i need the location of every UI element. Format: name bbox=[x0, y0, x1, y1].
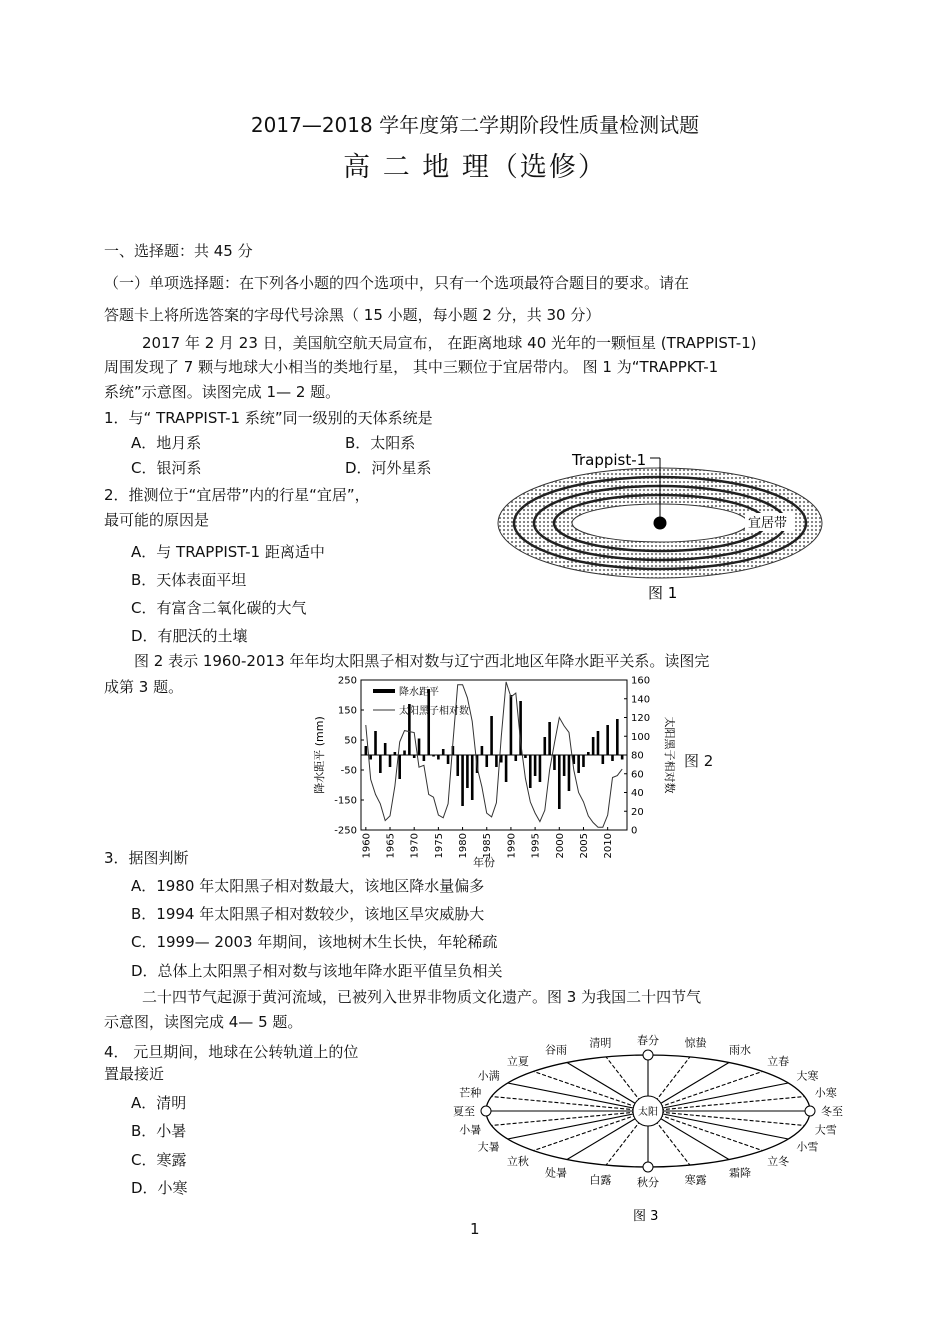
y2-tick-label: 140 bbox=[631, 694, 651, 706]
q3-option-c[interactable]: C．1999— 2003 年期间，该地树木生长快，年轮稀疏 bbox=[131, 933, 498, 951]
precip-bar bbox=[432, 755, 435, 757]
y2-tick-label: 100 bbox=[631, 731, 651, 743]
precip-bar bbox=[369, 755, 372, 760]
intro1-line-3: 系统”示意图。读图完成 1— 2 题。 bbox=[104, 383, 341, 401]
solar-term-label: 小雪 bbox=[796, 1140, 819, 1154]
precip-bar bbox=[394, 752, 397, 755]
solar-term-label: 芒种 bbox=[459, 1086, 482, 1100]
intro1-line-2: 周围发现了 7 颗与地球大小相当的类地行星， 其中三颗位于宜居带内。 图 1 为“TRAPPKT-1 bbox=[104, 358, 719, 376]
legend-line-label: 太阳黑子相对数 bbox=[399, 706, 469, 717]
x-tick-label: 1980 bbox=[458, 833, 470, 859]
precip-bar bbox=[606, 725, 609, 755]
q4-option-b[interactable]: B．小暑 bbox=[131, 1122, 187, 1140]
y2-tick-label: 20 bbox=[631, 806, 644, 818]
habitable-zone-label: 宜居带 bbox=[748, 516, 788, 531]
solar-term-label: 立秋 bbox=[506, 1155, 529, 1169]
y-tick-label: -150 bbox=[334, 795, 357, 807]
figure-3-solar-terms bbox=[440, 1020, 850, 1230]
precip-bar bbox=[490, 716, 493, 755]
precip-bar bbox=[495, 755, 498, 767]
q3-stem: 3．据图判断 bbox=[104, 849, 189, 867]
trappist-label: Trappist-1 bbox=[572, 451, 647, 469]
y-tick-label: 150 bbox=[337, 705, 357, 717]
x-tick-label: 2005 bbox=[578, 833, 590, 859]
solar-term-label: 惊蛰 bbox=[684, 1036, 707, 1050]
x-tick-label: 2010 bbox=[603, 833, 615, 859]
instruction-line-2: 答题卡上将所选答案的字母代号涂黑（ 15 小题，每小题 2 分，共 30 分） bbox=[104, 306, 601, 324]
intro3-line-2: 示意图，读图完成 4— 5 题。 bbox=[104, 1013, 303, 1031]
y2-axis-title: 太阳黑子相对数 bbox=[663, 716, 676, 794]
precip-bar bbox=[384, 743, 387, 755]
q2-option-a[interactable]: A．与 TRAPPIST-1 距离适中 bbox=[131, 543, 325, 561]
precip-bar bbox=[611, 755, 614, 761]
precip-bar bbox=[481, 746, 484, 755]
solar-term-label: 小寒 bbox=[814, 1086, 837, 1100]
solar-term-label: 立春 bbox=[767, 1054, 790, 1068]
precip-bar bbox=[485, 755, 488, 767]
trappist-star bbox=[654, 517, 667, 530]
precip-bar bbox=[582, 755, 585, 767]
precip-bar bbox=[568, 755, 571, 791]
x-tick-label: 1960 bbox=[361, 833, 373, 859]
earth-position-marker bbox=[643, 1162, 653, 1172]
intro2-line-1: 图 2 表示 1960-2013 年年均太阳黑子相对数与辽宁西北地区年降水距平关系。读图完 bbox=[134, 652, 710, 670]
precip-bar bbox=[510, 695, 513, 755]
q3-option-a[interactable]: A．1980 年太阳黑子相对数最大，该地区降水量偏多 bbox=[131, 877, 485, 895]
y-tick-label: 250 bbox=[337, 675, 357, 687]
q1-option-b[interactable]: B．太阳系 bbox=[345, 434, 416, 452]
solar-term-label: 秋分 bbox=[637, 1176, 659, 1189]
q4-stem-line-1: 4． 元旦期间，地球在公转轨道上的位 bbox=[104, 1043, 359, 1061]
precip-bar bbox=[524, 755, 527, 758]
solar-term-label: 白露 bbox=[589, 1173, 612, 1187]
precip-bar bbox=[461, 755, 464, 806]
precip-bar bbox=[602, 755, 605, 764]
x-tick-label: 2000 bbox=[554, 833, 566, 859]
q1-option-d[interactable]: D．河外星系 bbox=[345, 459, 432, 477]
precip-bar bbox=[403, 751, 406, 756]
y2-tick-label: 60 bbox=[631, 769, 644, 781]
q4-option-a[interactable]: A．清明 bbox=[131, 1094, 187, 1112]
precip-bar bbox=[539, 755, 542, 782]
precip-bar bbox=[413, 755, 416, 758]
precip-bar bbox=[447, 755, 450, 764]
precip-bar bbox=[553, 755, 556, 770]
solar-term-label: 小暑 bbox=[459, 1123, 482, 1137]
solar-term-label: 大寒 bbox=[796, 1069, 819, 1083]
y-tick-label: 50 bbox=[344, 735, 357, 747]
precip-bar bbox=[534, 755, 537, 776]
figure-3-caption: 图 3 bbox=[633, 1209, 659, 1224]
solar-term-label: 立冬 bbox=[767, 1155, 790, 1169]
page-number: 1 bbox=[470, 1220, 480, 1238]
section-heading: 一、选择题：共 45 分 bbox=[104, 242, 253, 260]
x-tick-label: 1990 bbox=[506, 833, 518, 859]
intro2-line-2: 成第 3 题。 bbox=[104, 678, 184, 696]
solar-term-label: 寒露 bbox=[684, 1173, 707, 1187]
solar-term-label: 立夏 bbox=[506, 1054, 529, 1068]
precip-bar bbox=[466, 755, 469, 788]
precip-bar bbox=[500, 755, 503, 763]
precip-bar bbox=[548, 722, 551, 755]
precip-bar bbox=[563, 755, 566, 776]
y-tick-label: -250 bbox=[334, 825, 357, 837]
q3-option-d[interactable]: D．总体上太阳黑子相对数与该地年降水距平值呈负相关 bbox=[131, 962, 503, 980]
solar-term-label: 清明 bbox=[589, 1036, 612, 1050]
x-axis-title: 年份 bbox=[473, 856, 495, 869]
solar-term-label: 霜降 bbox=[729, 1166, 751, 1180]
precip-bar bbox=[587, 752, 590, 755]
y2-tick-label: 80 bbox=[631, 750, 644, 762]
precip-bar bbox=[577, 755, 580, 773]
q2-option-b[interactable]: B．天体表面平坦 bbox=[131, 571, 247, 589]
q4-stem-line-2: 置最接近 bbox=[104, 1065, 165, 1083]
solar-term-label: 雨水 bbox=[729, 1043, 751, 1057]
precip-bar bbox=[398, 755, 401, 779]
figure-1-trappist-diagram bbox=[490, 440, 830, 610]
intro3-line-1: 二十四节气起源于黄河流域，已被列入世界非物质文化遗产。图 3 为我国二十四节气 bbox=[142, 988, 702, 1006]
solar-term-label: 春分 bbox=[637, 1034, 659, 1047]
q3-option-b[interactable]: B．1994 年太阳黑子相对数较少，该地区旱灾威胁大 bbox=[131, 905, 485, 923]
x-tick-label: 1995 bbox=[530, 833, 542, 859]
solar-term-label: 谷雨 bbox=[545, 1043, 567, 1057]
precip-bar bbox=[616, 719, 619, 755]
sun-label: 太阳 bbox=[638, 1107, 658, 1118]
q2-option-d[interactable]: D．有肥沃的土壤 bbox=[131, 627, 248, 645]
solar-term-label: 大雪 bbox=[814, 1123, 837, 1137]
x-tick-label: 1970 bbox=[409, 833, 421, 859]
precip-bar bbox=[529, 755, 532, 788]
x-tick-label: 1985 bbox=[482, 833, 494, 859]
precip-bar bbox=[423, 755, 426, 761]
q2-stem-line-2: 最可能的原因是 bbox=[104, 511, 210, 529]
precip-bar bbox=[456, 755, 459, 776]
precip-bar bbox=[592, 737, 595, 755]
figure-2-caption: 图 2 bbox=[684, 752, 714, 770]
precip-bar bbox=[365, 746, 368, 755]
term-spoke bbox=[648, 1111, 804, 1125]
precip-bar bbox=[597, 731, 600, 755]
solar-term-label: 冬至 bbox=[821, 1105, 843, 1118]
figure-1-caption: 图 1 bbox=[648, 584, 678, 602]
precip-bar bbox=[543, 737, 546, 755]
q1-option-a[interactable]: A．地月系 bbox=[131, 434, 202, 452]
term-spoke bbox=[492, 1097, 648, 1111]
precip-bar bbox=[374, 731, 377, 755]
solar-term-label: 夏至 bbox=[453, 1105, 475, 1118]
precip-bar bbox=[437, 755, 440, 760]
x-tick-label: 1965 bbox=[385, 833, 397, 859]
precip-bar bbox=[505, 755, 508, 782]
q2-option-c[interactable]: C．有富含二氧化碳的大气 bbox=[131, 599, 307, 617]
earth-position-marker bbox=[643, 1050, 653, 1060]
term-spoke bbox=[492, 1111, 648, 1125]
solar-term-label: 处暑 bbox=[545, 1166, 567, 1180]
solar-term-label: 大暑 bbox=[477, 1140, 500, 1154]
precip-bar bbox=[558, 755, 561, 809]
earth-position-marker bbox=[805, 1106, 815, 1116]
legend-bar-label: 降水距平 bbox=[399, 687, 439, 698]
instruction-line-1: （一）单项选择题：在下列各小题的四个选项中，只有一个选项最符合题目的要求。请在 bbox=[104, 274, 690, 292]
y2-tick-label: 160 bbox=[631, 675, 651, 687]
legend-bar-swatch bbox=[373, 689, 395, 693]
precip-bar bbox=[621, 755, 624, 760]
precip-bar bbox=[418, 739, 421, 756]
precip-bar bbox=[379, 755, 382, 773]
precip-bar bbox=[442, 749, 445, 755]
q4-option-d[interactable]: D．小寒 bbox=[131, 1179, 188, 1197]
y-tick-label: -50 bbox=[340, 765, 357, 777]
y2-tick-label: 0 bbox=[631, 825, 638, 837]
q1-stem: 1．与“ TRAPPIST-1 系统”同一级别的天体系统是 bbox=[104, 409, 433, 427]
intro1-line-1: 2017 年 2 月 23 日，美国航空航天局宣布， 在距离地球 40 光年的一颗恒星 (TRAPPIST-1) bbox=[142, 334, 757, 352]
y2-tick-label: 40 bbox=[631, 788, 644, 799]
q1-option-c[interactable]: C．银河系 bbox=[131, 459, 202, 477]
q2-stem-line-1: 2．推测位于“宜居带”内的行星“宜居”， bbox=[104, 486, 370, 504]
solar-term-label: 小满 bbox=[477, 1069, 500, 1083]
y2-tick-label: 120 bbox=[631, 713, 651, 724]
exam-title: 2017—2018 学年度第二学期阶段性质量检测试题 bbox=[250, 113, 700, 137]
precip-bar bbox=[514, 755, 517, 761]
earth-position-marker bbox=[481, 1106, 491, 1116]
figure-2-chart bbox=[308, 672, 680, 870]
q4-option-c[interactable]: C．寒露 bbox=[131, 1151, 187, 1169]
y-axis-title: 降水距平 (mm) bbox=[313, 716, 326, 794]
term-spoke bbox=[648, 1097, 804, 1111]
precip-bar bbox=[427, 689, 430, 755]
subject-title: 高 二 地 理（选修） bbox=[343, 152, 607, 183]
precip-bar bbox=[389, 755, 392, 767]
x-tick-label: 1975 bbox=[433, 833, 445, 859]
precip-bar bbox=[471, 755, 474, 800]
